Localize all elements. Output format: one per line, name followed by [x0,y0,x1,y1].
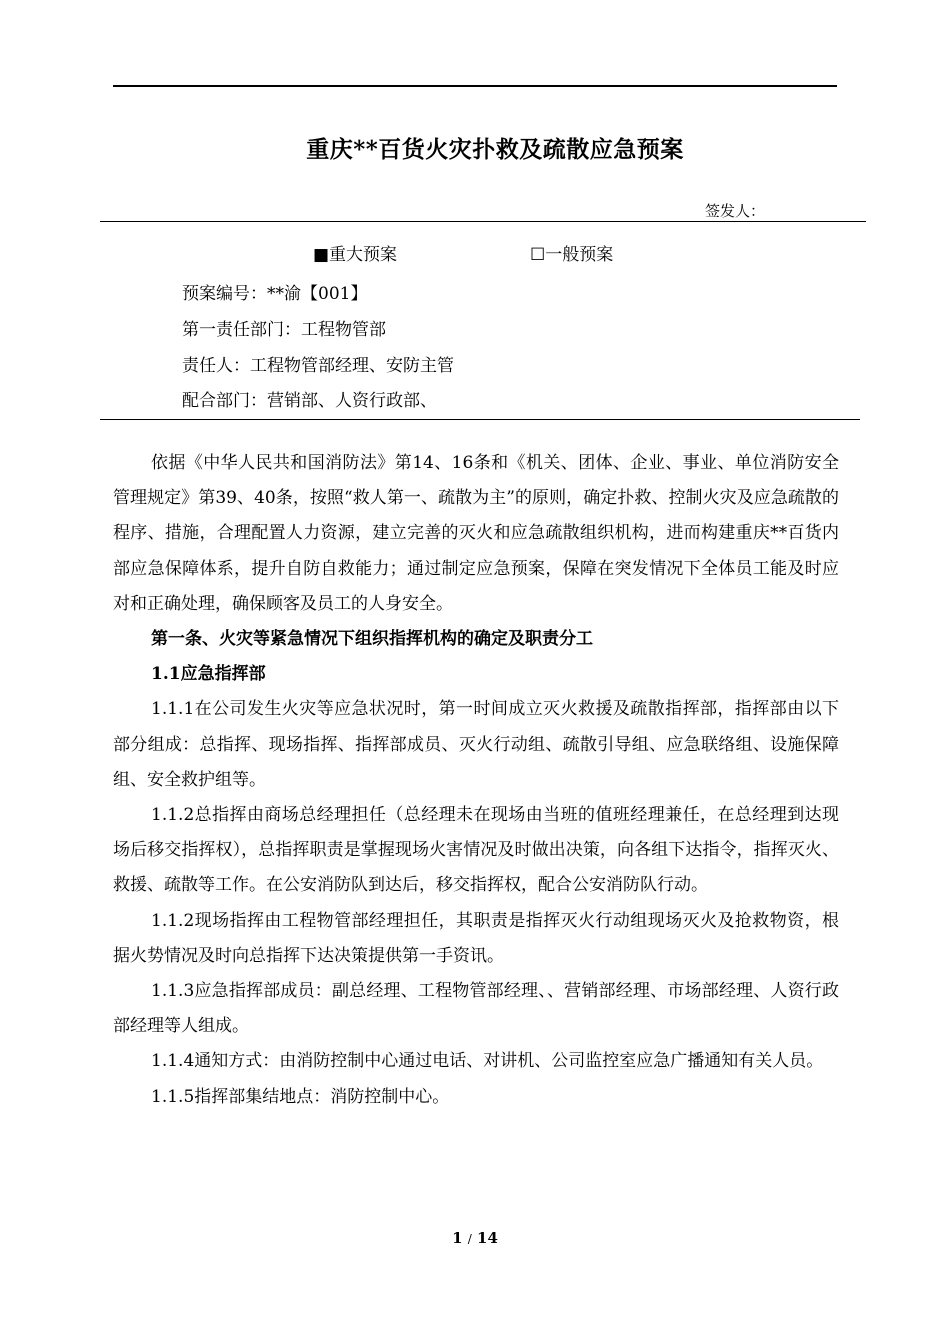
plan-number: 预案编号：**渝【001】 [182,284,368,304]
paragraph-1-1-2-commander: 1.1.2总指挥由商场总经理担任（总经理未在现场由当班的值班经理兼任，在总经理到达现场后移交指挥权），总指挥职责是掌握现场火害情况及时做出决策，向各组下达指令，指挥灭火、救援、疏散等工作。在公安消防队到达后，移交指挥权，配合公安消防队行动。 [113,805,839,896]
document-body [113,446,839,1115]
paragraph-1-1-1: 1.1.1在公司发生火灾等应急状况时，第一时间成立灭火救援及疏散指挥部，指挥部由以下部分组成：总指挥、现场指挥、指挥部成员、灭火行动组、疏散引导组、应急联络组、设施保障组、安全救护组等。 [113,699,839,790]
header-rule [113,85,837,87]
section-1-1-heading: 1.1应急指挥部 [151,664,266,685]
cooperating-departments: 配合部门：营销部、人资行政部、 [182,391,437,411]
page-total: 14 [477,1229,498,1247]
page-number [0,1229,950,1247]
responsible-department: 第一责任部门：工程物管部 [182,320,386,340]
title-divider [100,221,866,222]
page-current: 1 [452,1229,463,1247]
paragraph-1-1-5: 1.1.5指挥部集结地点：消防控制中心。 [151,1086,450,1107]
paragraph-1-1-2-site-commander: 1.1.2现场指挥由工程物管部经理担任，其职责是指挥灭火行动组现场灭火及抢救物资，根据火势情况及时向总指挥下达决策提供第一手资讯。 [113,910,839,966]
plan-type-general: ☐一般预案 [530,245,614,265]
intro-paragraph: 依据《中华人民共和国消防法》第14、16条和《机关、团体、企业、事业、单位消防安全管理规定》第39、40条，按照“救人第一、疏散为主”的原则，确定扑救、控制火灾及应急疏散的程序、措施，合理配置人力资源，建立完善的灭火和应急疏散组织机构，进而构建重庆**百货内部应急保障体系，提升自防自救能力；通过制定应急预案，保障在突发情况下全体员工能及时应对和正确处理，确保顾客及员工的人身安全。 [113,453,839,614]
paragraph-1-1-3: 1.1.3应急指挥部成员：副总经理、工程物管部经理、、营销部经理、市场部经理、人资行政部经理等人组成。 [113,981,839,1037]
meta-divider [100,419,860,420]
document-title: 重庆**百货火灾扑救及疏散应急预案 [306,136,684,163]
plan-type-major: ■重大预案 [313,245,398,265]
issuer-label: 签发人： [705,202,766,220]
page-separator: / [467,1232,472,1246]
article-1-heading: 第一条、火灾等紧急情况下组织指挥机构的确定及职责分工 [151,629,593,650]
paragraph-1-1-4: 1.1.4通知方式：由消防控制中心通过电话、对讲机、公司监控室应急广播通知有关人员。 [151,1051,824,1072]
responsible-person: 责任人：工程物管部经理、安防主管 [182,356,454,376]
